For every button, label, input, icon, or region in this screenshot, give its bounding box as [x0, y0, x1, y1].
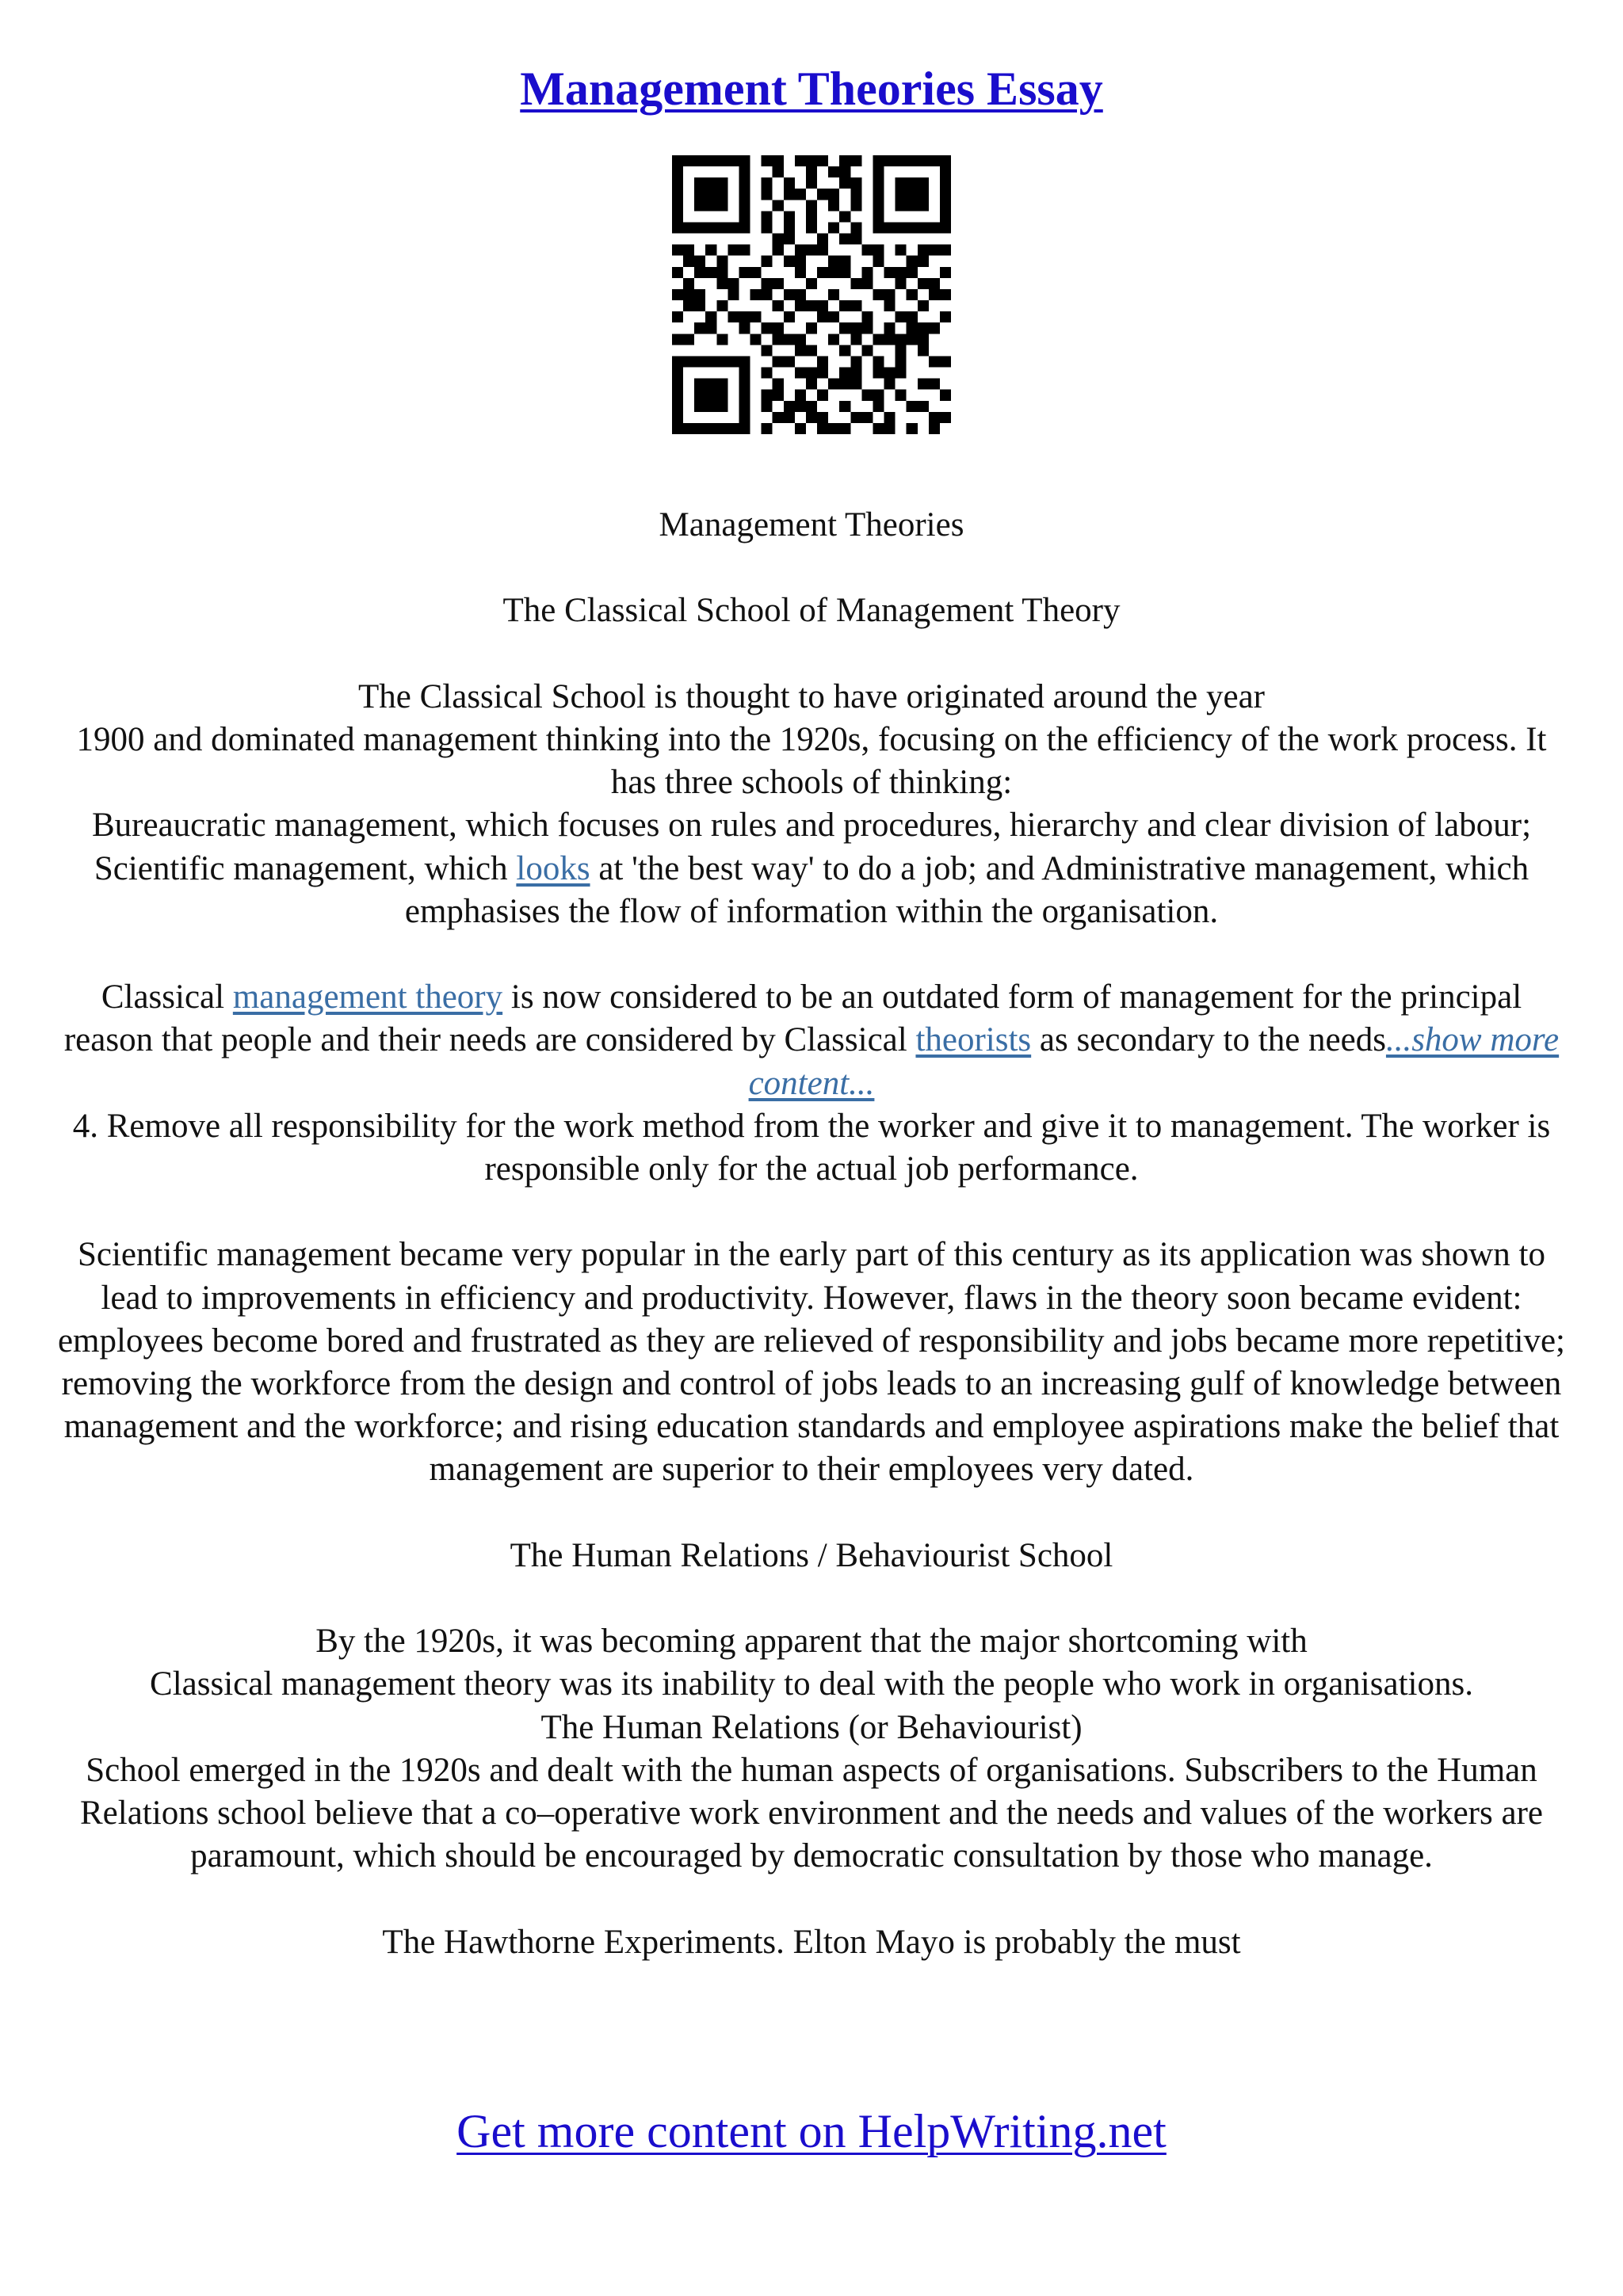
paragraph-classical-intro-line2: 1900 and dominated management thinking into the 1920s, focusing on the efficiency of the work process. It has three schools of thinking: — [76, 720, 1547, 802]
text-segment: is now considered to be an outdated form of management for the principal reason that people and their needs are considered by Classical — [63, 978, 1522, 1059]
link-management-theory[interactable]: management theory — [232, 978, 503, 1016]
paragraph-classical-outdated — [55, 976, 1568, 1105]
heading-human-relations: The Human Relations / Behaviourist School — [510, 1536, 1113, 1574]
qr-code-icon — [672, 155, 951, 434]
essay-body — [55, 504, 1568, 1964]
paragraph-hawthorne: The Hawthorne Experiments. Elton Mayo is probably the must — [382, 1923, 1241, 1961]
text-segment: as secondary to the needs — [1031, 1021, 1386, 1059]
footer-link[interactable]: Get more content on HelpWriting.net — [456, 2105, 1167, 2157]
page-title — [0, 57, 1623, 120]
paragraph-human-relations-line2: Classical management theory was its inability to deal with the people who work in organisations. — [150, 1665, 1473, 1703]
link-looks[interactable]: looks — [516, 849, 590, 887]
heading-classical-school: The Classical School of Management Theory — [502, 592, 1121, 630]
paragraph-human-relations-line4: School emerged in the 1920s and dealt with the human aspects of organisations. Subscribers to the Human Relations school believe that a co–operative work environment and the needs and values of the workers are paramount, which should be encouraged by democratic consultation by those who manage. — [80, 1751, 1543, 1875]
title-link[interactable]: Management Theories Essay — [520, 63, 1103, 115]
paragraph-scientific-management: Scientific management became very popular in the early part of this century as its application was shown to lead to improvements in efficiency and productivity. However, flaws in the theory soon became evident: employees become bored and frustrated as they are relieved of responsibility and jobs became more repetitive; removing the workforce from the design and control of jobs leads to an increasing gulf of knowledge between management and the workforce; and rising education standards and employee aspirations make the belief that management are superior to their employees very dated. — [57, 1236, 1566, 1489]
text-segment: Bureaucratic management, which focuses on rules and procedures, hierarchy and clear division of labour; Scientific management, which — [91, 807, 1532, 887]
paragraph-human-relations-line3: The Human Relations (or Behaviourist) — [540, 1708, 1083, 1746]
show-more-link[interactable]: ...show more content... — [748, 1021, 1560, 1102]
paragraph-human-relations-line1: By the 1920s, it was becoming apparent that the major shortcoming with — [315, 1623, 1308, 1661]
paragraph-remove-responsibility: 4. Remove all responsibility for the work method from the worker and give it to management. The worker is responsible only for the actual job performance. — [72, 1107, 1551, 1188]
link-theorists[interactable]: theorists — [915, 1021, 1032, 1059]
text-segment: Classical — [101, 978, 233, 1016]
footer — [0, 2100, 1623, 2163]
heading-management-theories: Management Theories — [659, 506, 964, 543]
text-segment: at 'the best way' to do a job; and Administrative management, which emphasises the flow of information within the organisation. — [404, 849, 1529, 930]
paragraph-classical-intro-line1: The Classical School is thought to have originated around the year — [358, 677, 1265, 715]
paragraph-classical-intro-line3 — [55, 804, 1568, 933]
